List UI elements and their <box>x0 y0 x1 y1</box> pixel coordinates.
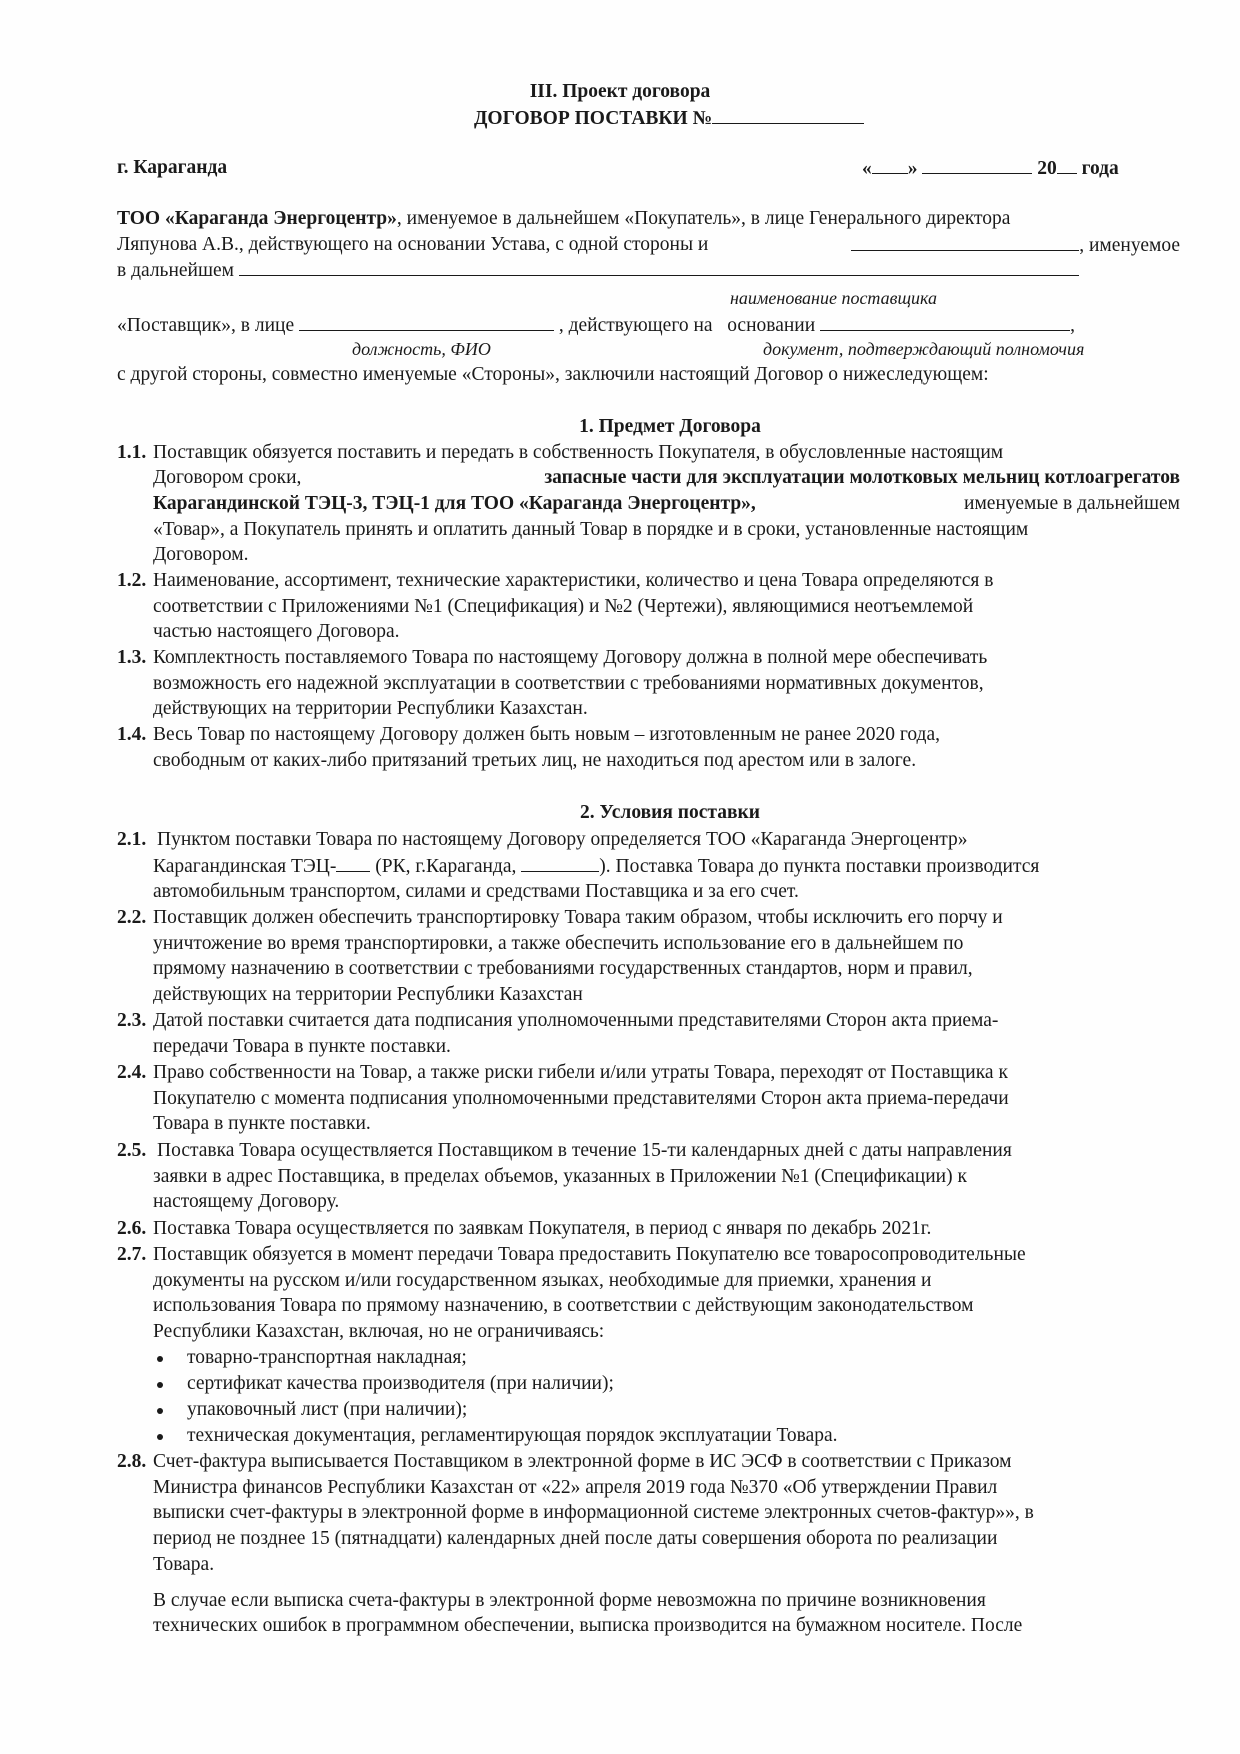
year-suffix: года <box>1081 158 1119 179</box>
clause-2-7-number: 2.7. <box>117 1244 147 1265</box>
clause-2-8-line-2: Министра финансов Республики Казахстан от «22» апреля 2019 года №370 «Об утверждении Правил <box>153 1477 998 1498</box>
contract-title <box>474 106 864 131</box>
year-prefix: 20 <box>1037 158 1057 179</box>
position-blank <box>299 313 554 331</box>
clause-2-4-line-1: Право собственности на Товар, а также риски гибели и/или утраты Товара, переходят от Поставщика к <box>153 1062 1008 1083</box>
clause-2-3-number: 2.3. <box>117 1010 147 1031</box>
quote-open: « <box>862 158 872 179</box>
clause-1-1-line-5: Договором. <box>153 544 249 565</box>
clause-1-1-l2a: Договором сроки, <box>153 467 302 488</box>
clause-2-2-line-4: действующих на территории Республики Казахстан <box>153 984 583 1005</box>
clause-2-1-line-3: автомобильным транспортом, силами и средствами Поставщика и за его счет. <box>153 881 799 902</box>
supplier-name-blank <box>851 233 1079 251</box>
clause-1-2-line-3: частью настоящего Договора. <box>153 621 400 642</box>
section-2-title: 2. Условия поставки <box>580 802 760 823</box>
clause-1-3-line-2: возможность его надежной эксплуатации в соответствии с требованиями нормативных документов, <box>153 673 984 694</box>
city: г. Караганда <box>117 157 228 178</box>
clause-2-1-l2a: Карагандинская ТЭЦ- <box>153 856 337 877</box>
preamble-l4d: , <box>1070 315 1075 336</box>
clause-2-5-line-2: заявки в адрес Поставщика, в пределах объемов, указанных в Приложении №1 (Спецификации) к <box>153 1166 967 1187</box>
bullet-item-3: упаковочный лист (при наличии); <box>187 1399 468 1420</box>
clause-2-8-number: 2.8. <box>117 1451 147 1472</box>
bullet-dot <box>157 1408 163 1414</box>
clause-1-4-line-1: Весь Товар по настоящему Договору должен быть новым – изготовленным не ранее 2020 года, <box>153 724 940 745</box>
clause-2-7-line-4: Республики Казахстан, включая, но не ограничиваясь: <box>153 1321 605 1342</box>
clause-2-8b-line-2: технических ошибок в программном обеспечении, выписка производится на бумажном носителе. После <box>153 1615 1023 1636</box>
contract-number-blank <box>712 106 864 124</box>
clause-2-1-line-2 <box>153 854 1039 879</box>
clause-2-2-line-1: Поставщик должен обеспечить транспортировку Товара таким образом, чтобы исключить его порчу и <box>153 907 1003 928</box>
preamble-line-4 <box>117 313 1075 338</box>
bullet-dot <box>157 1382 163 1388</box>
preamble-line-3 <box>117 258 1079 283</box>
clause-2-1-l2c: ). Поставка Товара до пункта поставки производится <box>599 856 1040 877</box>
clause-2-7-line-2: документы на русском и/или государственном языках, необходимые для приемки, хранения и <box>153 1270 932 1291</box>
clause-2-2-line-2: уничтожение во время транспортировки, а также обеспечить использование его в дальнейшем по <box>153 933 964 954</box>
clause-2-7-line-3: использования Товара по прямому назначению, в соответствии с действующим законодательством <box>153 1295 974 1316</box>
bullet-item-1: товарно-транспортная накладная; <box>187 1347 467 1368</box>
clause-1-3-number: 1.3. <box>117 647 147 668</box>
clause-1-3-line-3: действующих на территории Республики Казахстан. <box>153 698 588 719</box>
clause-1-2-line-1: Наименование, ассортимент, технические характеристики, количество и цена Товара определяются в <box>153 570 994 591</box>
preamble-l2b: , именуемое <box>1079 235 1180 256</box>
clause-1-1-l3b: именуемые в дальнейшем <box>964 493 1180 514</box>
clause-2-6-number: 2.6. <box>117 1218 147 1239</box>
clause-1-1-l2b: запасные части для эксплуатации молотковых мельниц котлоагрегатов <box>544 467 1180 488</box>
section-heading: III. Проект договора <box>529 81 711 102</box>
clause-1-1-l3a: Карагандинской ТЭЦ-3, ТЭЦ-1 для ТОО «Караганда Энергоцентр», <box>153 493 756 514</box>
bullet-dot <box>157 1434 163 1440</box>
clause-2-6-line-1: Поставка Товара осуществляется по заявкам Покупателя, в период с января по декабрь 2021г. <box>153 1218 932 1239</box>
clause-1-1-line-4: «Товар», а Покупатель принять и оплатить данный Товар в порядке и в сроки, установленные настоящим <box>153 519 1029 540</box>
clause-1-2-number: 1.2. <box>117 570 147 591</box>
clause-2-8-line-4: период не позднее 15 (пятнадцати) календарных дней после даты совершения оборота по реализации <box>153 1528 998 1549</box>
clause-2-8-line-1: Счет-фактура выписывается Поставщиком в электронной форме в ИС ЭСФ в соответствии с Приказом <box>153 1451 1012 1472</box>
clause-2-5-number: 2.5. <box>117 1140 147 1161</box>
preamble-l2a: Ляпунова А.В., действующего на основании Устава, с одной стороны и <box>117 234 709 255</box>
clause-2-3-line-2: передачи Товара в пункте поставки. <box>153 1036 451 1057</box>
clause-1-3-line-1: Комплектность поставляемого Товара по настоящему Договору должна в полной мере обеспечивать <box>153 647 988 668</box>
preamble-line-2 <box>117 233 1180 258</box>
preamble-l1b: , именуемое в дальнейшем «Покупатель», в лице Генерального директора <box>396 208 1011 229</box>
clause-2-8-line-3: выписки счет-фактуры в электронной форме в информационной системе электронных счетов-фактур»», в <box>153 1502 1034 1523</box>
preamble-l4a: «Поставщик», в лице <box>117 315 295 336</box>
clause-2-4-number: 2.4. <box>117 1062 147 1083</box>
preamble-l4c: основании <box>727 315 816 336</box>
clause-1-4-number: 1.4. <box>117 724 147 745</box>
preamble-line-5: с другой стороны, совместно именуемые «Стороны», заключили настоящий Договор о нижеследующем: <box>117 364 989 385</box>
clause-2-2-number: 2.2. <box>117 907 147 928</box>
authority-doc-note: документ, подтверждающий полномочия <box>763 339 1085 359</box>
year-blank <box>1057 156 1077 174</box>
clause-1-1-line-3 <box>153 492 1180 516</box>
clause-1-1-line-2 <box>153 466 1180 490</box>
clause-2-5-line-1: Поставка Товара осуществляется Поставщиком в течение 15-ти календарных дней с даты направления <box>157 1140 1012 1161</box>
clause-2-8b-line-1: В случае если выписка счета-фактуры в электронной форме невозможна по причине возникновения <box>153 1590 986 1611</box>
clause-1-4-line-2: свободным от каких-либо притязаний третьих лиц, не находиться под арестом или в залоге. <box>153 750 917 771</box>
clause-2-8-line-5: Товара. <box>153 1554 215 1575</box>
quote-close: » <box>907 158 918 179</box>
day-blank <box>872 156 908 174</box>
clause-2-1-line-1: Пунктом поставки Товара по настоящему Договору определяется ТОО «Караганда Энергоцентр» <box>157 829 968 850</box>
preamble-l4b: , действующего на <box>558 315 713 336</box>
clause-2-4-line-3: Товара в пункте поставки. <box>153 1113 371 1134</box>
clause-1-1-line-1 <box>153 441 1180 465</box>
month-blank <box>922 156 1032 174</box>
bullet-item-2: сертификат качества производителя (при наличии); <box>187 1373 614 1394</box>
bullet-item-4: техническая документация, регламентирующая порядок эксплуатации Товара. <box>187 1425 838 1446</box>
bullet-dot <box>157 1356 163 1362</box>
chp-number-blank <box>336 854 370 872</box>
clause-2-2-line-3: прямому назначению в соответствии с требованиями государственных стандартов, норм и правил, <box>153 958 973 979</box>
clause-1-1-number: 1.1. <box>117 442 147 463</box>
supplier-name-note: наименование поставщика <box>730 288 938 308</box>
clause-1-2-line-2: соответствии с Приложениями №1 (Спецификация) и №2 (Чертежи), являющимися неотъемлемой <box>153 596 974 617</box>
position-note: должность, ФИО <box>352 339 491 359</box>
preamble-l3a: в дальнейшем <box>117 260 234 281</box>
clause-2-7-line-1: Поставщик обязуется в момент передачи Товара предоставить Покупателю все товаросопроводительные <box>153 1244 1026 1265</box>
supplier-full-name-blank <box>239 258 1079 276</box>
preamble-line-1 <box>117 207 1180 231</box>
address-blank <box>521 854 599 872</box>
clause-2-5-line-3: настоящему Договору. <box>153 1191 340 1212</box>
authority-doc-blank <box>820 313 1070 331</box>
contract-title-text: ДОГОВОР ПОСТАВКИ № <box>474 108 713 129</box>
clause-2-4-line-2: Покупателю с момента подписания уполномоченными представителями Сторон акта приема-передачи <box>153 1088 1009 1109</box>
clause-2-1-number: 2.1. <box>117 829 147 850</box>
buyer-name: ТОО «Караганда Энергоцентр» <box>117 208 397 229</box>
date-line <box>862 156 1119 181</box>
clause-2-1-l2b: (РК, г.Караганда, <box>375 856 517 877</box>
clause-1-1-text: Поставщик обязуется поставить и передать в собственность Покупателя, в обусловленные настоящим <box>153 442 1004 463</box>
clause-2-3-line-1: Датой поставки считается дата подписания уполномоченными представителями Сторон акта приема- <box>153 1010 999 1031</box>
section-1-title: 1. Предмет Договора <box>579 416 761 437</box>
